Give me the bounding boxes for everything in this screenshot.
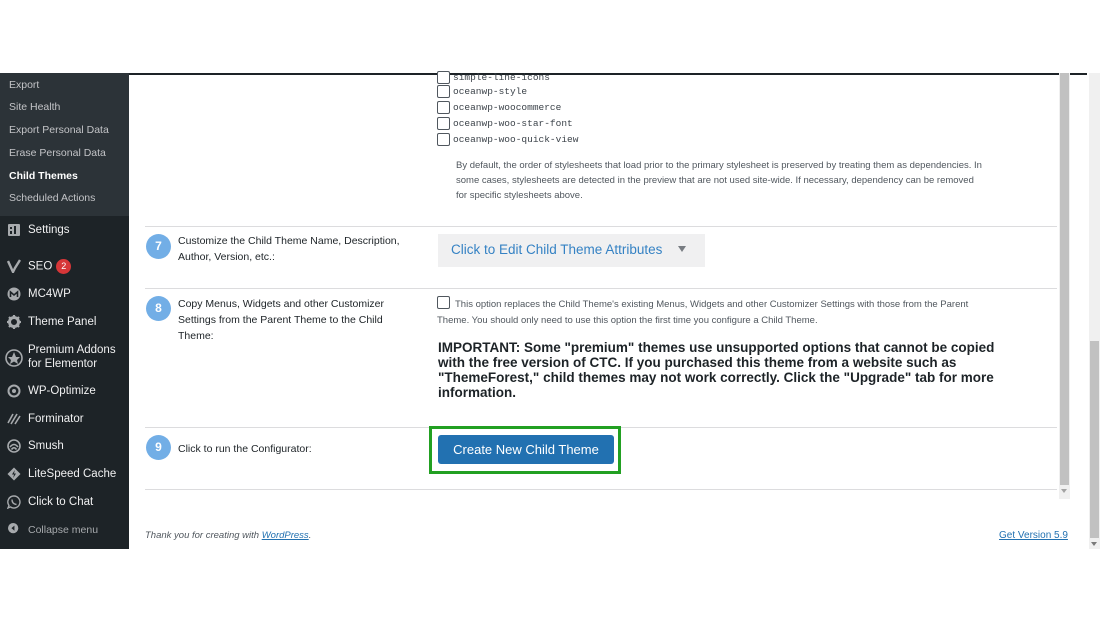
menu-premium-addons-label	[28, 343, 116, 371]
page-scrollbar[interactable]	[1089, 73, 1100, 549]
stylesheet-checkbox[interactable]	[437, 85, 450, 98]
copy-settings-checkbox[interactable]	[437, 296, 450, 309]
page-scroll-down-arrow-icon[interactable]	[1091, 542, 1097, 546]
panel-scrollbar-thumb[interactable]	[1060, 73, 1069, 485]
admin-sidebar	[0, 73, 129, 549]
scroll-down-arrow-icon[interactable]	[1061, 489, 1067, 493]
row-divider	[145, 288, 1057, 289]
footer-thanks-period: .	[308, 530, 312, 541]
stylesheet-checkbox[interactable]	[437, 101, 450, 114]
step-8-badge: 8	[146, 296, 171, 321]
stylesheet-name: oceanwp-woo-quick-view	[453, 134, 579, 145]
menu-premium-addons-line1: Premium Addons	[28, 344, 116, 356]
menu-premium-addons-line2: for Elementor	[28, 358, 98, 370]
panel-scrollbar[interactable]	[1059, 73, 1070, 499]
wordpress-link[interactable]: WordPress	[261, 530, 309, 541]
stylesheet-checkbox[interactable]	[437, 133, 450, 146]
row-divider	[145, 226, 1057, 227]
menu-forminator-label: Forminator	[28, 413, 84, 425]
step-9-badge: 9	[146, 435, 171, 460]
configurator-panel	[145, 73, 1057, 493]
stylesheet-name: oceanwp-woo-star-font	[453, 118, 573, 129]
menu-theme-panel-label: Theme Panel	[28, 316, 97, 328]
menu-seo-text: SEO	[28, 260, 53, 273]
stylesheet-name: oceanwp-style	[453, 86, 528, 97]
admin-frame	[0, 73, 1100, 549]
caret-down-icon	[678, 246, 686, 252]
whatsapp-icon	[7, 495, 21, 509]
stylesheet-item[interactable]	[437, 117, 573, 131]
menu-click-to-chat-label: Click to Chat	[28, 496, 94, 508]
premium-addons-icon	[5, 349, 23, 367]
submenu-child-themes[interactable]: Child Themes	[9, 170, 78, 182]
page-scrollbar-thumb[interactable]	[1090, 341, 1099, 538]
footer-thanks	[145, 530, 311, 541]
menu-wp-optimize-label: WP-Optimize	[28, 385, 96, 397]
submenu-scheduled-actions[interactable]: Scheduled Actions	[9, 192, 96, 204]
submenu-export-personal-data[interactable]: Export Personal Data	[9, 124, 109, 136]
submenu-site-health[interactable]: Site Health	[9, 101, 61, 113]
stylesheet-name: simple-line-icons	[453, 72, 550, 83]
premium-theme-warning: IMPORTANT: Some "premium" themes use unsupported options that cannot be copied with the free version of CTC. If you purchased this theme from a website such as "ThemeForest," child themes may not work correctly. Click the "Upgrade" tab for more information.	[438, 340, 995, 400]
gear-icon	[7, 315, 21, 329]
menu-settings-label: Settings	[28, 224, 70, 236]
step-8-label: Copy Menus, Widgets and other Customizer Settings from the Parent Theme to the Child Theme:	[178, 298, 385, 342]
yoast-icon	[7, 259, 21, 273]
stylesheet-name: oceanwp-woocommerce	[453, 102, 562, 113]
step-7-badge: 7	[146, 234, 171, 259]
stylesheet-item[interactable]	[437, 101, 561, 115]
menu-litespeed-cache-label: LiteSpeed Cache	[28, 468, 117, 480]
step-7-label: Customize the Child Theme Name, Description, Author, Version, etc.:	[178, 235, 400, 263]
stylesheet-item[interactable]	[437, 85, 527, 99]
create-new-child-theme-button[interactable]: Create New Child Theme	[438, 435, 614, 464]
menu-smush-label: Smush	[28, 440, 64, 452]
get-version-link[interactable]: Get Version 5.9	[999, 530, 1068, 541]
mailchimp-icon	[7, 287, 21, 301]
stylesheet-item[interactable]	[437, 71, 550, 85]
row-divider	[145, 489, 1057, 490]
copy-settings-description: This option replaces the Child Theme's existing Menus, Widgets and other Customizer Settings with those from the Parent Theme. You should only need to use this option the first time you configure a Child Theme.	[437, 299, 969, 326]
stylesheet-item[interactable]	[437, 133, 578, 147]
footer-thanks-text: Thank you for creating with	[145, 530, 262, 541]
edit-attributes-label: Click to Edit Child Theme Attributes	[451, 242, 663, 257]
collapse-menu-label: Collapse menu	[28, 524, 99, 536]
step-9-label: Click to run the Configurator:	[178, 443, 312, 455]
stylesheet-checkbox[interactable]	[437, 117, 450, 130]
wp-optimize-icon	[7, 384, 21, 398]
litespeed-icon	[7, 467, 21, 481]
copy-customizer-settings-option[interactable]	[437, 296, 977, 329]
edit-child-theme-attributes-toggle[interactable]	[438, 234, 705, 267]
menu-seo-label	[28, 259, 71, 274]
forminator-icon	[7, 412, 21, 426]
footer-version	[999, 530, 1068, 541]
stylesheet-checkbox[interactable]	[437, 71, 450, 84]
menu-mc4wp-label: MC4WP	[28, 288, 71, 300]
collapse-arrow-icon	[8, 523, 20, 535]
tools-submenu	[0, 73, 129, 216]
seo-notification-badge: 2	[56, 259, 71, 274]
stylesheet-dependency-note: By default, the order of stylesheets that load prior to the primary stylesheet is preserved by treating them as dependencies. In some cases, stylesheets are detected in the preview that are not used site-wide. If necessary, dependency can be removed for specific stylesheets above.	[456, 160, 982, 201]
settings-icon	[7, 223, 21, 237]
smush-icon	[7, 439, 21, 453]
submenu-export[interactable]: Export	[9, 79, 40, 91]
submenu-erase-personal-data[interactable]: Erase Personal Data	[9, 147, 106, 159]
